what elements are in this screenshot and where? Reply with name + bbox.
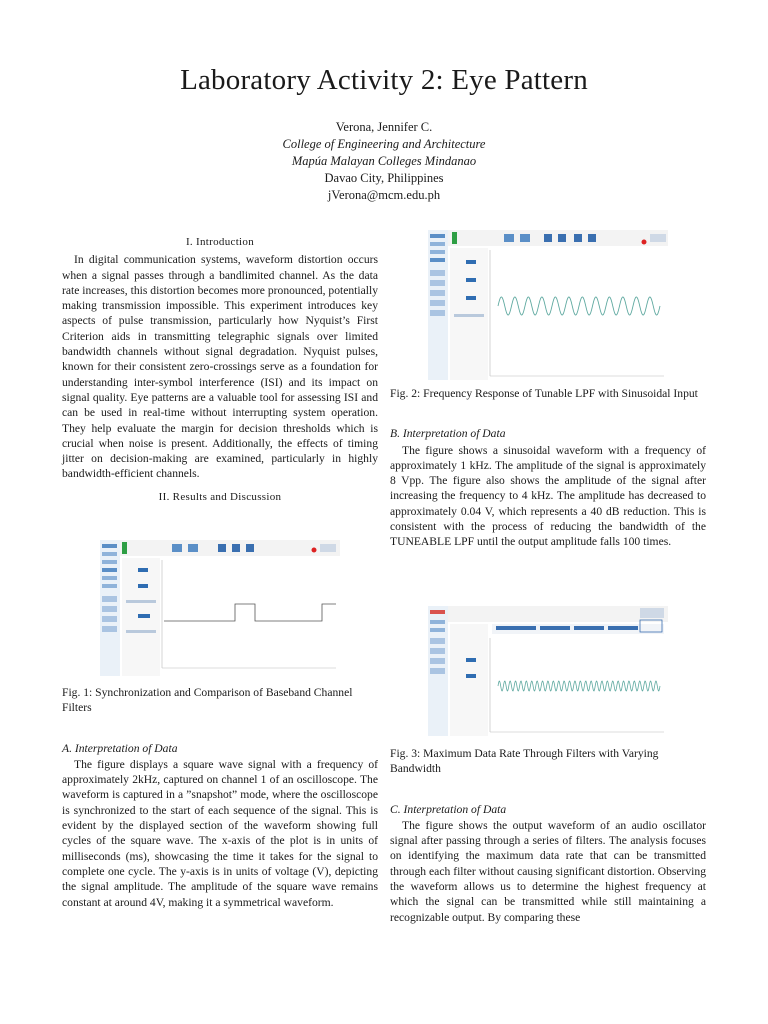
right-column-top — [390, 386, 706, 550]
figure-1-screenshot — [100, 540, 340, 676]
author-school: Mapúa Malayan Colleges Mindanao — [291, 154, 477, 168]
author-college: College of Engineering and Architecture — [282, 137, 486, 151]
subsection-a-heading: A. Interpretation of Data — [62, 741, 178, 755]
author-block — [0, 119, 768, 204]
fig3-caption: Fig. 3: Maximum Data Rate Through Filters with Varying Bandwidth — [390, 747, 659, 776]
results-heading: II. Results and Discussion — [158, 490, 282, 503]
intro-paragraph: In digital communication systems, waveform distortion occurs when a signal passes through a bandlimited channel. As the data rate increases, this distortion becomes more pronounced, potentially making transmission impossible. This experiment introduces key aspects of pulse transmission, particularly how Nyquist’s First Criterion aids in transmitting telegraphic signals over limited bandwidth channels without signal degradation. Nyquist pulses, known for their consistent zero-crossings serve as a foundation for understanding inter-symbol interference (ISI) and its impact on signal quality. Eye patterns are a valuable tool for assessing ISI and can be used in real-time without interrupting system operation. They help evaluate the margin for decision thresholds which is crucial when noise is present. Additionally, the effects of timing jitter on decision-making are examined, particularly in highly bandwidth-efficient channels. — [62, 253, 378, 481]
subsection-b-heading: B. Interpretation of Data — [390, 427, 506, 441]
intro-heading: I. Introduction — [185, 236, 255, 248]
figure-3-screenshot — [428, 606, 668, 736]
left-column-top — [62, 235, 378, 505]
subsection-b-paragraph: The figure shows a sinusoidal waveform with a frequency of approximately 1 kHz. The amplitude of the signal is approximately 8 Vpp. The figure also shows the amplitude of the signal after increasing the frequency to 4 kHz. The amplitude has decreased to approximately 0.04 V, which represents a 40 dB reduction. This is consistent with the process of reducing the bandwidth of the TUNEABLE LPF until the output amplitude falls 100 times. — [390, 443, 706, 549]
author-email: jVerona@mcm.edu.ph — [327, 188, 441, 202]
subsection-c-paragraph: The figure shows the output waveform of an audio oscillator signal after passing through a series of filters. The analysis focuses on identifying the maximum data rate that can be transmitted through each filter without causing significant distortion. Observing the waveform allows us to determine the highest frequency at which the signal can be transmitted while still maintaining a recognizable output. By comparing these — [390, 818, 706, 924]
figure-2-screenshot — [428, 230, 668, 380]
left-column-bottom — [62, 685, 378, 910]
subsection-a-paragraph: The figure displays a square wave signal with a frequency of approximately 2kHz, captured on channel 1 of an oscilloscope. The waveform is captured in a ”snapshot” mode, where the oscilloscope is synchronized to the start of each sequence of the signal. This is evident by the displayed section of the waveform showing full cycles of the square wave. The x-axis of the plot is in units of milliseconds (ms), showcasing the time it takes for the signal to complete one cycle. The y-axis is in units of voltage (V), depicting the signal amplitude. The amplitude of the square wave remains constant at around 4V, making it a symmetrical waveform. — [62, 757, 378, 909]
fig2-caption: Fig. 2: Frequency Response of Tunable LPF with Sinusoidal Input — [390, 387, 698, 400]
paper-title: Laboratory Activity 2: Eye Pattern — [180, 64, 588, 96]
author-city: Davao City, Philippines — [324, 171, 444, 185]
right-column-bottom — [390, 746, 706, 925]
subsection-c-heading: C. Interpretation of Data — [390, 802, 507, 816]
author-name: Verona, Jennifer C. — [335, 120, 433, 134]
fig1-caption: Fig. 1: Synchronization and Comparison of Baseband Channel Filters — [62, 686, 353, 715]
